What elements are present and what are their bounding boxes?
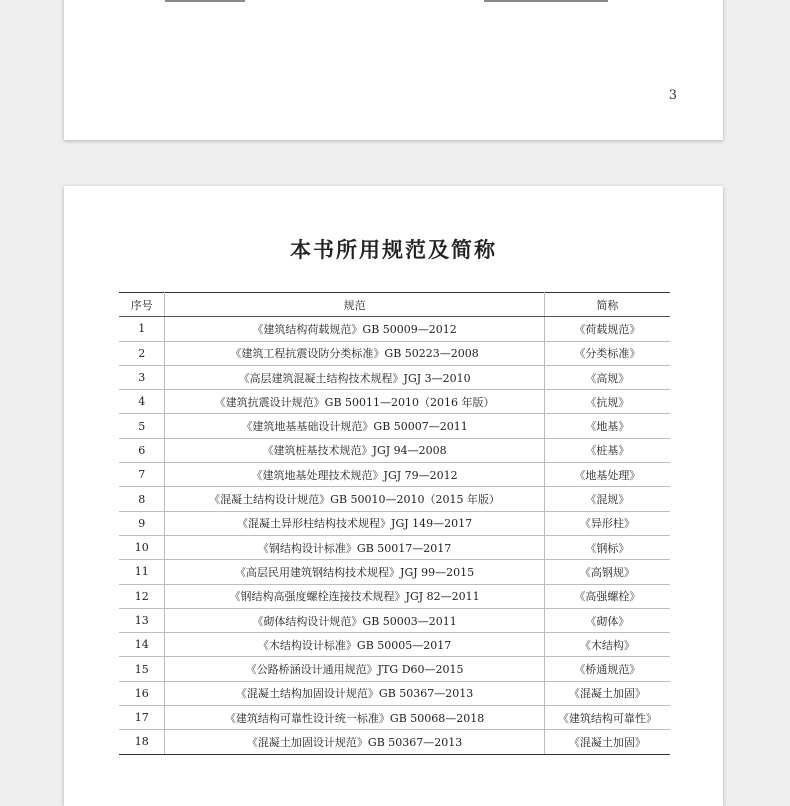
row-number: 8 bbox=[119, 487, 165, 511]
row-abbreviation: 《高强螺栓》 bbox=[544, 584, 670, 608]
row-number: 6 bbox=[119, 438, 165, 462]
row-standard: 《混凝土结构加固设计规范》GB 50367—2013 bbox=[165, 681, 544, 705]
table-row bbox=[119, 706, 670, 730]
table-row bbox=[119, 584, 670, 608]
row-abbreviation: 《桩基》 bbox=[544, 438, 670, 462]
row-standard: 《建筑地基基础设计规范》GB 50007—2011 bbox=[165, 414, 544, 438]
row-number: 18 bbox=[119, 730, 165, 754]
row-standard: 《木结构设计标准》GB 50005—2017 bbox=[165, 633, 544, 657]
row-standard: 《建筑抗震设计规范》GB 50011—2010（2016 年版） bbox=[165, 390, 544, 414]
row-abbreviation: 《钢标》 bbox=[544, 535, 670, 559]
standards-table bbox=[119, 292, 670, 755]
row-abbreviation: 《荷载规范》 bbox=[544, 317, 670, 341]
row-standard: 《建筑结构荷载规范》GB 50009—2012 bbox=[165, 317, 544, 341]
table-row bbox=[119, 560, 670, 584]
table-row bbox=[119, 657, 670, 681]
table-row bbox=[119, 633, 670, 657]
table-body bbox=[119, 317, 670, 754]
table-row bbox=[119, 681, 670, 705]
header-abbreviation: 简称 bbox=[544, 293, 670, 317]
row-standard: 《混凝土加固设计规范》GB 50367—2013 bbox=[165, 730, 544, 754]
row-number: 12 bbox=[119, 584, 165, 608]
page-number: 3 bbox=[668, 88, 677, 103]
row-abbreviation: 《桥通规范》 bbox=[544, 657, 670, 681]
row-standard: 《混凝土结构设计规范》GB 50010—2010（2015 年版） bbox=[165, 487, 544, 511]
row-standard: 《混凝土异形柱结构技术规程》JGJ 149—2017 bbox=[165, 511, 544, 535]
table-row bbox=[119, 414, 670, 438]
row-abbreviation: 《抗规》 bbox=[544, 390, 670, 414]
table-row bbox=[119, 730, 670, 754]
row-number: 14 bbox=[119, 633, 165, 657]
row-abbreviation: 《混规》 bbox=[544, 487, 670, 511]
row-number: 7 bbox=[119, 463, 165, 487]
header-number: 序号 bbox=[119, 293, 165, 317]
row-number: 16 bbox=[119, 681, 165, 705]
standards-page bbox=[64, 186, 723, 806]
row-number: 2 bbox=[119, 341, 165, 365]
table-row bbox=[119, 438, 670, 462]
row-abbreviation: 《高钢规》 bbox=[544, 560, 670, 584]
table-row bbox=[119, 535, 670, 559]
previous-page bbox=[64, 0, 723, 140]
table-row bbox=[119, 341, 670, 365]
row-abbreviation: 《异形柱》 bbox=[544, 511, 670, 535]
row-standard: 《高层建筑混凝土结构技术规程》JGJ 3—2010 bbox=[165, 365, 544, 389]
row-number: 5 bbox=[119, 414, 165, 438]
row-standard: 《公路桥涵设计通用规范》JTG D60—2015 bbox=[165, 657, 544, 681]
row-standard: 《建筑结构可靠性设计统一标准》GB 50068—2018 bbox=[165, 706, 544, 730]
row-standard: 《砌体结构设计规范》GB 50003—2011 bbox=[165, 608, 544, 632]
row-number: 9 bbox=[119, 511, 165, 535]
row-standard: 《建筑桩基技术规范》JGJ 94—2008 bbox=[165, 438, 544, 462]
table-row bbox=[119, 317, 670, 341]
row-abbreviation: 《木结构》 bbox=[544, 633, 670, 657]
row-number: 13 bbox=[119, 608, 165, 632]
row-number: 1 bbox=[119, 317, 165, 341]
row-number: 17 bbox=[119, 706, 165, 730]
table-row bbox=[119, 390, 670, 414]
row-number: 3 bbox=[119, 365, 165, 389]
row-standard: 《高层民用建筑钢结构技术规程》JGJ 99—2015 bbox=[165, 560, 544, 584]
table-row bbox=[119, 487, 670, 511]
row-abbreviation: 《高规》 bbox=[544, 365, 670, 389]
table-row bbox=[119, 511, 670, 535]
row-number: 10 bbox=[119, 535, 165, 559]
row-abbreviation: 《混凝土加固》 bbox=[544, 730, 670, 754]
header-standard: 规范 bbox=[165, 293, 544, 317]
figure-caption-rule-right bbox=[484, 0, 608, 2]
row-number: 15 bbox=[119, 657, 165, 681]
row-standard: 《钢结构高强度螺栓连接技术规程》JGJ 82—2011 bbox=[165, 584, 544, 608]
row-standard: 《建筑地基处理技术规范》JGJ 79—2012 bbox=[165, 463, 544, 487]
row-abbreviation: 《地基处理》 bbox=[544, 463, 670, 487]
row-standard: 《钢结构设计标准》GB 50017—2017 bbox=[165, 535, 544, 559]
figure-caption-rule-left bbox=[165, 0, 245, 2]
table-row bbox=[119, 608, 670, 632]
table-row bbox=[119, 463, 670, 487]
table-row bbox=[119, 365, 670, 389]
row-standard: 《建筑工程抗震设防分类标准》GB 50223—2008 bbox=[165, 341, 544, 365]
row-abbreviation: 《混凝土加固》 bbox=[544, 681, 670, 705]
page-title: 本书所用规范及简称 bbox=[290, 238, 497, 262]
row-number: 4 bbox=[119, 390, 165, 414]
row-abbreviation: 《砌体》 bbox=[544, 608, 670, 632]
row-number: 11 bbox=[119, 560, 165, 584]
table-header-row bbox=[119, 293, 670, 317]
row-abbreviation: 《地基》 bbox=[544, 414, 670, 438]
row-abbreviation: 《建筑结构可靠性》 bbox=[544, 706, 670, 730]
row-abbreviation: 《分类标准》 bbox=[544, 341, 670, 365]
